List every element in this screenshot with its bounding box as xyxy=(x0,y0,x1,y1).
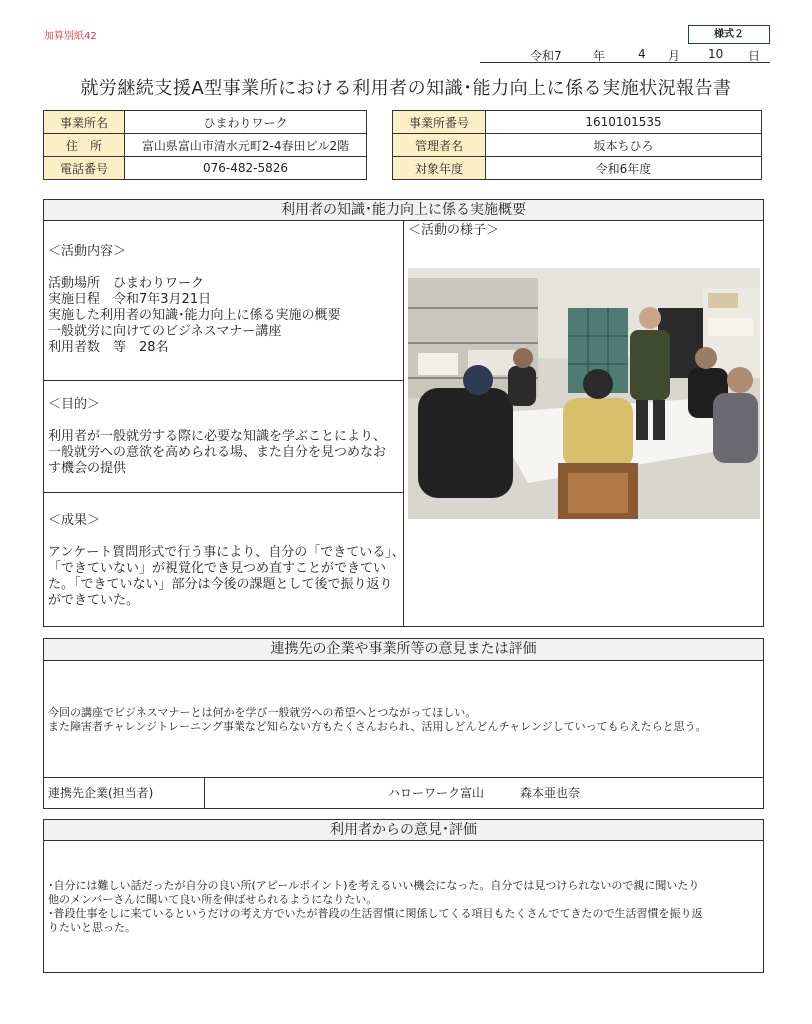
date-month-unit: 月 xyxy=(668,49,681,63)
user-feedback-header: 利用者からの意見･評価 xyxy=(44,820,763,841)
phone-value: 076-482-5826 xyxy=(125,157,367,180)
activity-heading: ＜活動内容＞ xyxy=(48,244,127,259)
activity-line: 一般就労に向けてのビジネスマナー講座 xyxy=(48,324,282,339)
activity-line: 実施した利用者の知識･能力向上に係る実施の概要 xyxy=(48,308,341,323)
activity-line: 実施日程 令和7年3月21日 xyxy=(48,292,212,307)
facility-name-value: ひまわりワーク xyxy=(125,111,367,134)
partner-header: 連携先の企業や事業所等の意見または評価 xyxy=(44,639,763,661)
result-line: た。「できていない」部分は今後の課題として後で振り返り xyxy=(48,577,393,592)
facility-info-table xyxy=(43,110,367,180)
phone-label: 電話番号 xyxy=(44,157,125,180)
partner-comment-line: また障害者チャレンジトレーニング事業など知らない方もたくさんおられ、活用しどんどんチャレンジしていってもらえたらと思う。 xyxy=(48,720,707,733)
row-divider xyxy=(44,777,763,778)
result-line: ができていた。 xyxy=(48,593,140,608)
result-heading: ＜成果＞ xyxy=(48,513,101,528)
partner-comment-line: 今回の講座でビジネスマナーとは何かを学び一般就労への希望へとつながってほしい。 xyxy=(48,706,477,719)
user-feedback-line: ･普段仕事をしに来ているというだけの考え方でいたが普段の生活習慣に関係してくる項目もたくさんでてきたので生活習慣を振り返 xyxy=(48,907,703,920)
result-line: 「できていない」が視覚化でき見つめ直すことができてい xyxy=(48,561,387,576)
address-value: 富山県富山市清水元町2-4春田ビル2階 xyxy=(125,134,367,157)
office-number-value: 1610101535 xyxy=(486,111,762,134)
partner-company-value: ハローワーク富山 森本亜也奈 xyxy=(387,786,580,800)
fiscal-year-value: 令和6年度 xyxy=(486,157,762,180)
photo-heading: ＜活動の様子＞ xyxy=(408,223,500,238)
column-divider xyxy=(403,221,404,627)
report-title: 就労継続支援A型事業所における利用者の知識･能力向上に係る実施状況報告書 xyxy=(80,78,732,99)
manager-label: 管理者名 xyxy=(393,134,486,157)
manager-value: 坂本ちひろ xyxy=(486,134,762,157)
date-year-unit: 年 xyxy=(593,49,606,63)
date-day-unit: 日 xyxy=(748,49,761,63)
form-number-badge: 様式２ xyxy=(688,25,770,44)
office-number-label: 事業所番号 xyxy=(393,111,486,134)
row-divider xyxy=(44,380,403,381)
purpose-heading: ＜目的＞ xyxy=(48,397,101,412)
purpose-line: 一般就労への意欲を高められる場、また自分を見つめなお xyxy=(48,445,387,460)
report-date xyxy=(480,46,770,63)
partner-company-label: 連携先企業(担当者) xyxy=(48,786,154,800)
activity-line: 利用者数 等 28名 xyxy=(48,340,169,355)
user-feedback-line: りたいと思った。 xyxy=(48,921,136,934)
user-feedback-section xyxy=(43,819,764,973)
date-month: 4 xyxy=(638,47,646,61)
activity-photo xyxy=(408,268,760,519)
result-line: アンケート質問形式で行う事により、自分の「できている」、 xyxy=(48,545,405,560)
address-label: 住 所 xyxy=(44,134,125,157)
overview-header: 利用者の知識･能力向上に係る実施概要 xyxy=(44,200,763,221)
activity-line: 活動場所 ひまわりワーク xyxy=(48,276,205,291)
user-feedback-line: 他のメンバーさんに聞いて良い所を伸ばせられるようになりたい。 xyxy=(48,893,378,906)
office-info-table xyxy=(392,110,762,180)
fiscal-year-label: 対象年度 xyxy=(393,157,486,180)
facility-name-label: 事業所名 xyxy=(44,111,125,134)
purpose-line: す機会の提供 xyxy=(48,461,127,476)
attachment-note: 加算別紙42 xyxy=(44,31,97,42)
purpose-line: 利用者が一般就労する際に必要な知識を学ぶことにより、 xyxy=(48,429,387,444)
user-feedback-line: ･自分には難しい話だったが自分の良い所(アピールポイント)を考えるいい機会になった。自分では見つけられないので親に聞いたり xyxy=(48,879,700,892)
date-era: 令和7 xyxy=(530,49,562,63)
partner-section xyxy=(43,638,764,809)
date-day: 10 xyxy=(708,47,724,61)
row-divider xyxy=(44,492,403,493)
